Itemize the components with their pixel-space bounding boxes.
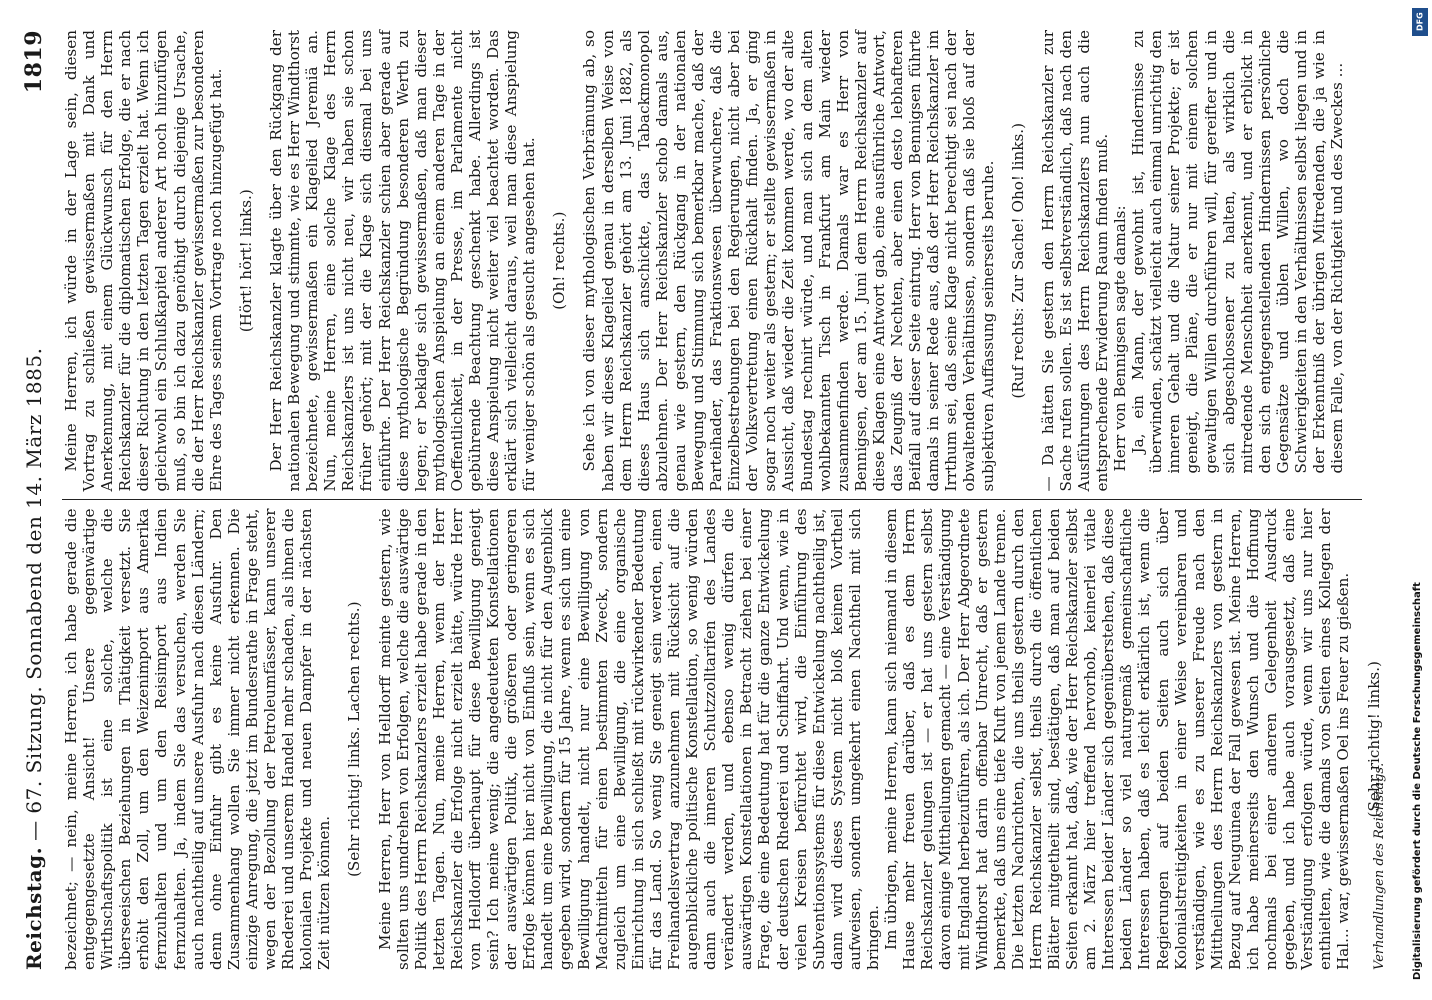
paragraph: Herr von Bennigsen sagte damals:	[1111, 205, 1130, 472]
header-title: Reichstag.	[22, 846, 46, 970]
footnote: Verhandlungen des Reichstags.	[1372, 762, 1387, 970]
dfg-attribution: Digitalisierung gefördert durch die Deutsche Forschungsgemeinschaft	[1412, 582, 1423, 980]
paragraph: Im übrigen, meine Herren, kann sich niemand in diesem Hause mehr freuen darüber, daß es dem Herrn Reichskanzler gelungen ist — er hat uns gestern selbst davon einige Mittheilungen gemacht — eine Verständigung mit England herbeizuführen, als ich. Der Herr Abgeordnete Windthorst hat darin offenbar Unrecht, daß er gestern bemerkte, daß uns eine tiefe Kluft von jenem Lande trenne. Die letzten Nachrichten, die uns theils gestern durch den Herrn Reichskanzler selbst, theils durch die öffentlichen Blätter mitgetheilt sind, bestätigen, daß man auf beiden Seiten erkannt hat, daß, wie der Herr Reichskanzler selbst am 2. März hier treffend hervorhob, keinerlei vitale Interessen beider Länder sich gegenüberstehen, daß diese beiden Länder so viel naturgemäß gemeinschaftliche Interessen haben, daß es leicht erklärlich ist, wenn die Regierungen auf beiden Seiten auch sich über Kolonialstreitigkeiten in einer Weise vereinbaren und verständigen, wie es zu unserer Freude nach den Mittheilungen des Herrn Reichskanzlers von gestern in Bezug auf Neuguinea der Fall gewesen ist. Meine Herren, ich habe meinerseits den Wunsch und die Hoffnung nochmals bei einer anderen Gelegenheit Ausdruck gegeben, und ich habe auch vorausgesetzt, daß eine Verständigung erfolgen würde, wenn wir uns nur hier enthielten, wie die damals von Seiten eines Kollegen der Hal... war, gewissermaßen Oel ins Feuer zu gießen.	[882, 508, 1353, 970]
paragraph: Meine Herren, Herr von Helldorff meinte gestern, wie sollten uns umdrehen von Erfolgen, welche die auswärtige Politik des Herrn Reichskanzlers erzielt habe gerade in den letzten Tagen. Nun, meine Herren, wenn der Herr Reichskanzler die Erfolge nicht erzielt hätte, würde Herr von Helldorff überhaupt für diese Bewilligung geneigt sein? Ich meine wenig; die angedeuteten Konstellationen der auswärtigen Politik, die größeren oder geringeren Erfolge können hier nicht von Einfluß sein, wenn es sich handelt um eine Bewilligung, die nicht für den Augenblick gegeben wird, sondern für 15 Jahre, wenn es sich um eine Bewilligung handelt, nicht nur eine Bewilligung von Machtmitteln für einen bestimmten Zweck, sondern zugleich um eine Bewilligung, die eine organische Einrichtung in sich schließt mit rückwirkender Bedeutung für das Land. So wenig Sie geneigt sein werden, einen Freihandelsvertrag anzunehmen mit Rücksicht auf die augenblickliche politische Konstellation, so wenig würden dann auch die inneren Schutzzolltarifen des Landes verändert werden, und ebenso wenig dürfen die auswärtigen Konstellationen in Betracht ziehen bei einer Frage, die eine Bedeutung hat für die ganze Entwickelung der deutschen Rhederei und Schiffahrt. Und wenn, wie in vielen Kreisen befürchtet wird, die Einführung des Subventionssystems für diese Entwickelung nachtheilig ist, dann wird dieses System nicht bloß keinen Vortheil aufweisen, sondern umgekehrt einen Nachtheil mit sich bringen.	[375, 508, 883, 970]
paragraph: Meine Herren, ich würde in der Lage sein, diesen Vortrag zu schließen gewissermaßen mit Dank und Anerkennung, mit einem Glückwunsch für den Herrn Reichskanzler für die diplomatischen Erfolge, die er nach dieser Richtung in den letzten Tagen erzielt hat. Wenn ich gleichwohl ein Schlußkapitel anderer Art noch hinzufügen muß, so bin ich dazu genöthigt durch diejenige Ursache, die der Herr Reichskanzler gewissermaßen zur besonderen Ehre des Tages seinem Vortrage noch hinzugefügt hat.	[62, 30, 225, 492]
paragraph: Sehe ich von dieser mythologischen Verbrämung ab, so haben wir dieses Klagelied genau in derselben Weise von dem Herrn Reichskanzler gehört am 13. Juni 1882, als dieses Haus sich anschickte, das Tabackmonopol abzulehnen. Der Herr Reichskanzler schob damals aus, genau wie gestern, den Rückgang in der nationalen Bewegung und Stimmung sich bemerkbar mache, daß der Parteihader, das Fraktionswesen überwuchere, daß die Einzelbestrebungen bei den Regierungen, nicht aber bei der Volksvertretung einen Rückhalt finden. Ja, er ging sogar noch weiter als gestern; er stellte gewissermaßen in Aussicht, daß wieder die Zeit kommen werde, wo der alte Bundestag rechnirt würde, und man sich an dem alten wohlbekannten Tisch in Frankfurt am Main wieder zusammenfinden werde. Damals war es Herr von Bennigsen, der am 15. Juni dem Herrn Reichskanzler auf diese Klagen eine Antwort gab, eine ausführliche Antwort, das Zeugniß der Nechten, aber einen desto lebhafteren Beifall auf dieser Seite eintrug. Herr von Bennigsen führte damals in seiner Rede aus, daß der Herr Reichskanzler im Irrthum sei, daß seine Klage nicht berechtigt sei nach der obwaltenden Verhältnissen, sondern daß sie bloß auf der subjektiven Auffassung seinerseits beruhe.	[580, 30, 997, 492]
right-column	[62, 30, 1362, 492]
interjection: (Sehr richtig! links. Lachen rechts.)	[345, 601, 364, 878]
interjection: (Hört! hört! links.)	[236, 189, 255, 333]
header-session: — 67. Sitzung.	[22, 685, 46, 841]
page-header	[6, 30, 62, 970]
header-date: Sonnabend den 14. März 1885.	[22, 347, 46, 680]
dfg-logo-badge: DFG	[1412, 8, 1428, 36]
block-quote: Ja, ein Mann, der gewohnt ist, Hindernisse zu überwinden, schätzt vielleicht auch einmal unrichtig den inneren Gehalt und die Natur seiner Projekte; er ist geneigt, die Pläne, die er nur mit einem solchen gewaltigen Willen durchführen will, für gereifter und in sich abgeschlossener zu halten, als wirklich die mitredende Menschheit anerkennt, und er erblickt in den sich entgegenstellenden Hindernissen persönliche Gegensätze und üblen Willen, wo doch die Schwierigkeiten in den Verhältnissen selbst liegen und in der Erkenntniß der übrigen Mitredenden, die ja wie in diesem Falle, von der Richtigkeit und des Zweckes ...	[1129, 30, 1347, 474]
paragraph: bezeichnet; — nein, meine Herren, ich habe gerade die entgegengesetzte Ansicht! Unsere gegenwärtige Wirthschaftspolitik ist eine solche, welche die überseeischen Beziehungen in Thätigkeit versetzt. Sie erhöht den Zoll, um den Weizenimport aus Amerika fernzuhalten und um den Reisimport aus Indien fernzuhalten. Ja, indem Sie das versuchen, werden Sie auch nachtheilig auf unsere Ausfuhr nach diesen Ländern; denn ohne Einfuhr gibt es keine Ausfuhr. Den Zusammenhang wollen Sie immer nicht erkennen. Die einzige Anregung, die jetzt im Bundesrathe in Frage steht, wegen der Bezollung der Petroleumfässer, kann unserer Rhederei und unserem Handel mehr schaden, als ihnen die kolonialen Projekte und neuen Dampfer in der nächsten Zeit nützen können.	[62, 508, 334, 970]
interjection: (Ruf rechts: Zur Sache! Oho! links.)	[1008, 122, 1027, 399]
page-number: 1819	[21, 30, 47, 94]
interjection: (Oh! rechts.)	[550, 211, 569, 310]
paragraph: — Da hätten Sie gestern den Herrn Reichskanzler zur Sache rufen sollen. Es ist selbstverständlich, daß nach den Ausführungen des Herrn Reichskanzlers nun auch die entsprechende Erwiderung Raum finden muß.	[1038, 30, 1111, 492]
column-divider	[62, 500, 1362, 501]
interjection: (Sehr richtig! links.)	[1364, 661, 1383, 818]
paragraph: Der Herr Reichskanzler klagte über den Rückgang der nationalen Bewegung und stimmte, wie es Herr Windthorst bezeichnete, gewissermaßen ein Klagelied Jeremiä an. Nun, meine Herren, eine solche Klage des Herrn Reichskanzlers ist uns nicht neu, wir haben sie schon früher gehört; mit der die Klage sich diesmal bei uns einführte. Der Herr Reichskanzler schien aber gerade auf diese mythologische Begründung besonderen Werth zu legen; er beklagte sich gewissermaßen, daß man dieser mythologischen Anspielung an einem anderen Tage in der Oeffentlichkeit, in der Presse, im Parlamente nicht gebührende Beachtung geschenkt habe. Allerdings ist diese Anspielung nicht weiter viel beachtet worden. Das erklärt sich vielleicht daraus, weil man diese Anspielung für weniger schön als gesucht angesehen hat.	[266, 30, 539, 492]
